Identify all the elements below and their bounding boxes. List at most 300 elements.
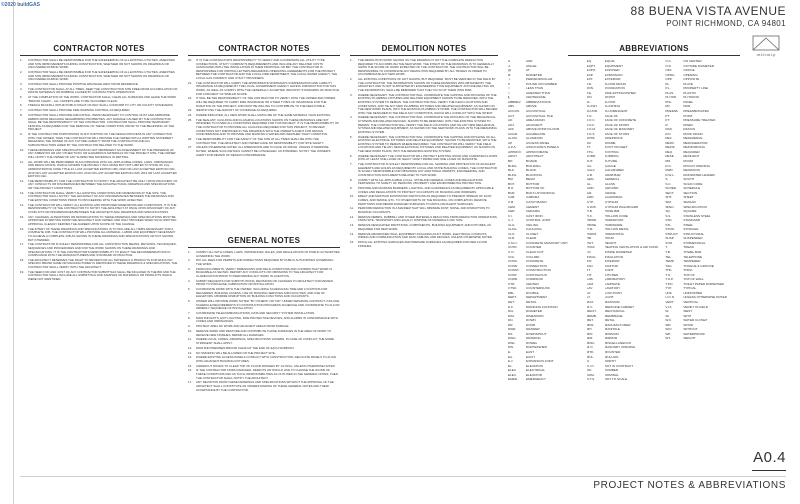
abbreviation-meaning: EXTERIOR bbox=[604, 77, 621, 82]
note-number: 19. bbox=[20, 269, 25, 274]
abbreviation-meaning: RAINWATER LEADER bbox=[683, 172, 715, 177]
note-number: 16. bbox=[188, 368, 193, 373]
abbreviation-meaning: BOTTOM OF bbox=[526, 186, 545, 191]
note-text: WHERE NECESSARY, THE CONTRACTOR WILL COORDINATE THE PATCHING OF THE MECHANICAL SYSTEMS AND RELATED DEVICES, SHOWN TO BE REMOVED, WITH THE EXISTING SYSTEM TO REMAIN. THE CONTRACTOR WILL VERIFY THE FIELD LOCATIONS AND TIE ANY NEW MECHANICAL SYSTEM AND RELATED EQUIPMENT, AS SHOWN ON THE NEW WORK PLANS, INTO THE REMAINING EXISTING SYSTEM. bbox=[358, 115, 497, 134]
note-number: 10. bbox=[20, 147, 25, 152]
abbreviation-meaning: FOOT OR FEET bbox=[604, 145, 628, 150]
abbreviation-code: T.O.P. bbox=[665, 277, 674, 282]
note-text: COORDINATE TELECOMMUNICATIONS, DATA AND SECURITY SYSTEM INSTALLATION. bbox=[196, 311, 316, 316]
abbreviation-meaning: CEMENT bbox=[526, 204, 540, 209]
abbreviation-row bbox=[508, 377, 583, 382]
abbreviation-code: GA. bbox=[586, 163, 592, 168]
abbreviation-meaning: PLYWOOD bbox=[683, 95, 699, 100]
note-number: 8. bbox=[350, 177, 353, 182]
note-number: 8. bbox=[188, 315, 191, 320]
abbreviation-code: F.D. bbox=[586, 81, 593, 86]
abbreviation-code: P.T. bbox=[665, 118, 671, 123]
abbreviation-code: GALV. bbox=[586, 168, 596, 173]
abbreviation-meaning: NOT TO SCALE bbox=[604, 377, 628, 382]
note-item bbox=[350, 163, 498, 177]
abbreviation-meaning: FACE OF STUDS bbox=[604, 131, 630, 136]
abbreviation-meaning: ELEVATOR bbox=[526, 372, 542, 377]
note-item bbox=[350, 116, 498, 134]
abbreviations-col-2 bbox=[587, 59, 662, 382]
abbreviation-meaning: INSIDE DIAMETER bbox=[604, 249, 632, 254]
abbreviation-code: T.B. bbox=[665, 249, 671, 254]
abbreviation-code: M.C. bbox=[586, 304, 594, 309]
abbreviation-code: ACOUS. bbox=[508, 109, 520, 114]
abbreviation-meaning: GROUND bbox=[604, 186, 619, 191]
abbreviation-code: AGGR. bbox=[508, 131, 518, 136]
abbreviation-code: CLO. bbox=[508, 231, 516, 236]
abbreviation-code: G.W.B. bbox=[586, 204, 597, 209]
note-text: UNLESS OTHERWISE NOTED, ALL DIMENSIONS ARE TO FACE OF FINISH. UNLESS OTHERWISE NOTED, WHERE SUCH DETAILS CANNOT BE CONCEALED, AS INTENDED, NOTIFY THE OWNER'S AGENT FOR REVIEW OF DESIGN CONFORMANCE. bbox=[196, 145, 331, 157]
abbreviation-code: O.C. bbox=[665, 59, 672, 63]
abbreviation-meaning: REINFORCING bbox=[683, 145, 705, 150]
abbreviation-meaning: WATER CLOSET bbox=[683, 318, 708, 323]
abbreviation-meaning: HOUR bbox=[604, 236, 614, 241]
abbreviation-meaning: ABBREVIATIONS bbox=[526, 99, 551, 104]
abbreviation-meaning: CONTROL JOINT bbox=[526, 218, 551, 223]
note-item bbox=[188, 119, 340, 137]
abbreviation-code: HVAC bbox=[586, 245, 596, 250]
note-text: COORDINATE WORK WITH THE OWNER, INCLUDING SCHEDULING TIME AND LOCATIONS FOR DELIVERIES, BUILDING ACCESS, USE OF BUILDING SERVICES AND FACILITIES, AND USE OF ELEVATORS. MINIMIZE DISRUPTION OF BUILDING FUNCTIONS AND OCCUPANTS. bbox=[196, 287, 328, 299]
abbreviation-code: H.B. bbox=[586, 209, 593, 214]
abbreviation-meaning: POINT bbox=[683, 113, 693, 118]
note-number: 2. bbox=[350, 77, 353, 82]
abbreviation-code: FT. bbox=[586, 145, 591, 150]
abbreviation-code: DN. bbox=[508, 318, 514, 323]
abbreviation-code: STD. bbox=[665, 218, 673, 223]
abbreviation-meaning: OFFICE bbox=[683, 68, 695, 73]
abbreviation-meaning: AND bbox=[526, 59, 533, 63]
note-text: PAY ALL FEES FOR PERMITS AND INSPECTIONS REQUIRED BY PUBLIC AUTHORITIES GOVERNING THE WORK. bbox=[196, 258, 334, 266]
abbreviation-code: BM. bbox=[508, 177, 514, 182]
abbreviation-meaning: HARDWOOD bbox=[604, 218, 624, 223]
abbreviation-code: FPRF. bbox=[586, 136, 596, 141]
section-heading: ABBREVIATIONS bbox=[568, 44, 740, 56]
note-item bbox=[350, 241, 498, 248]
abbreviation-meaning: REFRIGERATOR bbox=[683, 140, 708, 145]
abbreviation-meaning: CONCRETE MASONRY UNIT bbox=[526, 240, 568, 245]
note-text: CONTRACTOR SHALL PROVIDE AND INSTALL ITEMS NECESSARY TO CONTROL DUST AND AIRBORNE DEBRIS FROM REACHING NEIGHBORING PROPERTIES. ANY DAMAGE CAUSED BY THE CONTRACTOR SHALL BE THE RESPONSIBILITY OF THE CONTRACTOR. CONTRACTOR SHALL PROVIDE TEMPORARY FENCING AS REQUIRED FOR THE REMOVAL OF THESE CONDITIONS, PRIOR TO THE BEGINNING OF THE PROJECT. bbox=[28, 113, 175, 132]
abbreviation-meaning: ROUGH OPENING bbox=[683, 163, 710, 168]
note-number: 12. bbox=[350, 214, 355, 219]
firm-name: m.t.h.m.l.p bbox=[756, 52, 776, 57]
abbreviation-meaning: THICK bbox=[683, 268, 693, 273]
abbreviation-code: F.O.F. bbox=[586, 122, 595, 127]
note-item bbox=[20, 133, 178, 147]
abbreviation-code: SCHED. bbox=[665, 186, 678, 191]
abbreviation-code: ELEV. bbox=[508, 372, 517, 377]
abbreviation-meaning: WOOD bbox=[683, 322, 694, 327]
note-text: REMOVE DEBRIS, RUBBISH, AND OTHER MATERIALS RESULTING FROM DEMOLITION OPERATIONS FROM SITE. TRANSPORT AND LEGALLY DISPOSE OF MATERIALS OFF SITE. bbox=[358, 214, 497, 223]
abbreviation-code: BUR. bbox=[508, 190, 516, 195]
abbreviation-meaning: VERTICAL bbox=[683, 299, 699, 304]
note-text: PERFORM DEMOLITION IN A MANNER THAT WILL MINIMIZE DUST, NOISE, AND DISRUPTION TO BUILDING OCCUPANTS. bbox=[358, 206, 490, 215]
abbreviation-meaning: POUND OR NUMBER bbox=[526, 81, 557, 86]
note-item bbox=[188, 259, 340, 266]
abbreviation-meaning: STEEL bbox=[683, 222, 694, 227]
note-item bbox=[188, 288, 340, 299]
note-text: IT IS THE CONTRACTOR'S RESPONSIBILITY TO VERIFY AND COORDINATE ALL UTILITY TYPE CONNECTIONS, UTILITY COMPANY'S REQUIREMENTS AND INCLUDE ANY RELATED COSTS ASSOCIATED WITH THE INSTALLATION IN THEIR PROPOSAL OR BID. THE CONTRACTOR IS RESPONSIBLE FOR WRITING LETTERS REGARDING OPERATING AGREEMENTS FOR THE PROJECT BETWEEN THE CONTRACTOR AND THE LOCAL FIRE DEPARTMENT, THE LOCAL WATER AGENCY, THE LOCAL GAS COMPANY AND UTILITY PROVIDERS. bbox=[196, 58, 338, 80]
notes-list bbox=[188, 59, 340, 157]
abbreviation-code: REQ. bbox=[665, 149, 673, 154]
abbreviation-code: T&G bbox=[665, 263, 672, 268]
abbreviation-code: F.O. bbox=[586, 113, 593, 118]
abbreviation-meaning: EXPANSION bbox=[604, 72, 623, 77]
note-number: 10. bbox=[350, 194, 355, 199]
note-number: 23. bbox=[188, 108, 193, 113]
note-item bbox=[350, 59, 498, 77]
abbreviation-code: CONT. bbox=[508, 272, 518, 277]
note-text: PROTECT AREA OF WORK AND ADJACENT AREAS FROM DAMAGE. bbox=[196, 324, 290, 329]
note-number: 5. bbox=[20, 95, 23, 100]
abbreviation-code: CNTR. bbox=[508, 245, 518, 250]
abbreviation-code: GL. bbox=[586, 181, 592, 186]
abbreviation-code: PL. bbox=[665, 81, 670, 86]
abbreviation-meaning: ALUMINUM bbox=[526, 136, 543, 141]
note-item bbox=[20, 259, 178, 270]
note-item bbox=[188, 268, 340, 279]
note-item bbox=[20, 59, 178, 70]
abbreviation-code: ARCH. bbox=[508, 154, 518, 159]
abbreviation-code: A.P.A. bbox=[508, 145, 517, 150]
abbreviation-meaning: LAVATORY bbox=[604, 286, 621, 291]
note-item bbox=[20, 204, 178, 215]
abbreviation-code: CORR. bbox=[508, 277, 518, 282]
abbreviation-meaning: FACE OF FINISH bbox=[604, 122, 629, 127]
abbreviation-code: MIR. bbox=[586, 336, 594, 341]
abbreviation-code: FLUOR. bbox=[586, 109, 599, 114]
abbreviation-meaning: ON CENTER bbox=[683, 59, 702, 63]
abbreviation-meaning: JANITOR bbox=[604, 263, 618, 268]
abbreviation-meaning: SHEET bbox=[683, 195, 694, 200]
note-text: ALL WORK WILL BE PERFORMED IN ACCORDANCE WITH ALL APPLICABLE CODES, LAWS, ORDINANCES AND REGULATIONS, WHICH GOVERN THE PROJECT, INCLUDING BUT NOT LIMITED TO STATE OF CAL. ADMINISTRATIVE CODE TITLE 24, LAST ACCEPTED EDITION CBC 2019 OR LAST ACCEPTED EDITION CRC, 2019 OR LAST ACCEPTED EDITION CPC 2019 OR LAST ACCEPTED EDITION CMC 2019 OR LAST ACCEPTED EDITION CEC. bbox=[28, 159, 177, 179]
note-text: THESE DRAWINGS AND SPECIFICATIONS DO NOT REPRESENT AN ASSESSMENT OF THE PRESENCE OF ANY ASBESTOS OR ANY OTHER TOXIC OR HAZARDOUS MATERIALS ON THE PROJECT SITE. THE OWNER WILL NOTIFY THE OWNER OF ANY SUSPECTED MATERIALS IN WRITING. bbox=[28, 147, 176, 159]
abbreviation-meaning: CORRIDOR bbox=[526, 277, 543, 282]
abbreviation-code: DWG. bbox=[508, 336, 517, 341]
abbreviation-meaning: CENTERLINE bbox=[526, 95, 546, 100]
abbreviation-meaning: ELEVATION bbox=[526, 363, 543, 368]
note-item bbox=[188, 338, 340, 345]
abbreviation-code: CONN. bbox=[508, 263, 518, 268]
note-text: WHERE LOCAL CODES, DRAWINGS, SPECIFICATIONS GOVERN, IN CASE OF CONFLICT, THE MORE STRINGENT SHALL APPLY. bbox=[196, 337, 334, 345]
abbreviation-meaning: BUILT-UP ROOFING bbox=[526, 190, 555, 195]
abbreviation-meaning: NORTH bbox=[604, 359, 616, 364]
note-number: 20. bbox=[188, 58, 193, 62]
notes-list bbox=[350, 59, 498, 248]
abbreviation-meaning: TOILET PAPER DISPENSER bbox=[683, 281, 724, 286]
abbreviation-code: SUSP. bbox=[665, 236, 675, 241]
note-number: 12. bbox=[188, 345, 193, 350]
abbreviation-code: R.W.L. bbox=[665, 172, 675, 177]
abbreviation-code: E. bbox=[508, 350, 511, 354]
note-item bbox=[188, 280, 340, 287]
note-number: 18. bbox=[20, 257, 25, 262]
note-item bbox=[20, 271, 178, 282]
abbreviation-code: STL. bbox=[665, 222, 672, 227]
section-heading: CONTRACTOR NOTES bbox=[188, 44, 340, 56]
note-item bbox=[20, 83, 178, 87]
note-text: THE RESPONSIBILITY FOR THE CONTRACTOR TO NOTIFY THE ARCHITECT BE ONLY UPON DISCOVERY OF ANY CONFLICTS OR DISCREPANCIES BETWEEN THE ARCHITECTURAL DRAWINGS AND SPECIFICATIONS OR THE PROJECT CONDITIONS. bbox=[28, 178, 178, 191]
abbreviation-code: PREFAB. bbox=[665, 109, 679, 114]
note-number: 16. bbox=[20, 226, 25, 231]
note-text: AT THE COMPLETION OF THE WORK, CONTRACTOR SHALL CLEAN ALL SURFACES AND LEAVE THE WORK "BROOM CLEAN" - ALL CARPETS ARE TO BE VACUUMED CLEAN. bbox=[28, 95, 177, 103]
abbreviation-code: STRUCT. bbox=[665, 231, 679, 236]
abbreviation-code: # bbox=[508, 81, 510, 86]
abbreviation-meaning: ARCHITECT bbox=[526, 154, 544, 159]
note-item bbox=[188, 251, 340, 258]
note-text: PROVIDE AND MAINTAIN BARRIERS, LIGHTING, AND GUARDRAILS AS REQUIRED BY APPLICABLE CODES AND REGULATIONS TO PROTECT OCCUPANTS OF BUILDING AND WORKERS. bbox=[358, 186, 494, 194]
abbreviation-meaning: ROOF DRAIN bbox=[683, 131, 703, 136]
abbreviation-meaning: MAXIMUM bbox=[604, 299, 620, 304]
abbreviation-code: JT. bbox=[586, 268, 591, 273]
abbreviation-meaning: SQUARE bbox=[683, 209, 697, 214]
contractor-notes-column-1 bbox=[20, 44, 178, 474]
note-item bbox=[20, 180, 178, 191]
abbreviation-meaning: WEST bbox=[683, 309, 693, 314]
note-item bbox=[20, 88, 178, 95]
note-text: IF THE CONTRACTOR FINDS DAMAGED, DEFECTS OR WOULD LIKE TO CHANGE THE SCOPE OF THESE CONDITIONS AND AS SUCH, RESPONSIBILITIES AS OUTLINED IN THE GENERAL NOTES, THEN THE CONTRACTOR SHALL NOTIFY THE ARCHITECT. bbox=[196, 368, 338, 380]
abbreviation-code: DWL. bbox=[508, 340, 516, 345]
note-item bbox=[188, 82, 340, 96]
abbreviation-code: R. bbox=[665, 122, 669, 127]
note-item bbox=[188, 97, 340, 108]
abbreviation-meaning: GREATER THAN bbox=[526, 90, 550, 95]
abbreviation-meaning: TELEPHONE bbox=[683, 254, 703, 259]
abbreviation-code: OFF. bbox=[665, 68, 673, 73]
note-number: 25. bbox=[188, 117, 193, 122]
abbreviation-meaning: VERIFY IN FIELD bbox=[683, 304, 709, 309]
abbreviation-meaning: TYPICAL bbox=[683, 286, 697, 291]
note-text: ANY CHANGES, ALTERATIONS OR MODIFICATIONS TO THESE DRAWINGS AND SPECIFICATIONS MUST BE APPROVED IN WRITING FROM THE ARCHITECT AND OWNER, AND ONLY PROCEED WHEN SUCH WRITTEN APPROVAL CLEARLY DEFINES THE AGREED UPON SCOPE OF THE CHANGE. bbox=[28, 214, 177, 226]
abbreviation-meaning: MANHOLE bbox=[604, 327, 620, 332]
note-text: REMOVE DESIGNATED PARTITIONS, COMPONENTS, BUILDING EQUIPMENT, AND FIXTURES, AS REQUIRED FOR NEW WORK. bbox=[358, 223, 491, 231]
abbreviation-meaning: ACOUSTICAL TILE bbox=[526, 113, 553, 118]
sheet-title: PROJECT NOTES & ABBREVIATIONS bbox=[593, 480, 786, 491]
abbreviation-code: LP. bbox=[586, 290, 591, 295]
abbreviation-code: PLYWD. bbox=[665, 95, 677, 100]
note-number: 5. bbox=[188, 287, 191, 292]
abbreviation-meaning: DOWEL bbox=[526, 340, 538, 345]
abbreviation-meaning: CABINET bbox=[526, 195, 540, 200]
abbreviation-code: MET. bbox=[586, 318, 594, 323]
abbreviation-meaning: BUILDING bbox=[526, 163, 541, 168]
abbreviation-code: U.O.N. bbox=[665, 295, 675, 300]
abbreviation-meaning: ELECTRICAL bbox=[526, 368, 546, 373]
note-number: 21. bbox=[188, 80, 193, 85]
note-number: 9. bbox=[350, 186, 353, 191]
abbreviation-meaning: GUARDRAIL bbox=[604, 195, 623, 200]
abbreviation-code: REINF. bbox=[665, 145, 676, 150]
abbreviation-meaning: BOARD bbox=[526, 159, 538, 164]
abbreviation-meaning: OUTSIDE DIAMETER bbox=[683, 63, 714, 68]
note-text: CONTRACTOR SHALL PROVIDE FIRE WARNING CONTROL AS REQUIRED. bbox=[28, 108, 131, 113]
note-text: THE CONTRACTOR WILL CARRY THE APPROPRIATE WORKMAN'S COMPENSATION AND LIABILITY INSURANCE AS REQUIRED BY THE LOCAL GOVERNMENT AGENCY HAVING JURISDICTION FOR THIS WORK, AS WELL AS COMPLY WITH THE GENERALLY ACCEPTED INDUSTRY STANDARDS OF PRACTICE FOR A PROJECT OF SIMILAR SCOPE. bbox=[196, 80, 340, 96]
abbreviation-code: THK. bbox=[665, 268, 673, 273]
section-heading: GENERAL NOTES bbox=[188, 236, 340, 248]
abbreviation-meaning: EACH bbox=[526, 354, 535, 359]
abbreviation-code: GR. bbox=[586, 190, 593, 195]
abbreviation-meaning: MASONRY OPENING bbox=[604, 345, 636, 350]
note-text: PATCH ALL EXISTING SURFACES AND PREPARE SURFACES AS REQUIRED FOR NEW FLOOR FINISHES. bbox=[358, 239, 488, 248]
abbreviation-code: MFR. bbox=[586, 322, 595, 327]
abbreviation-meaning: SECTION bbox=[683, 190, 698, 195]
abbreviation-code: F.O.M. bbox=[586, 127, 596, 132]
note-text: THE DEMOLITION WORK SHOWN ON THE DRAWING IS NOT THE COMPLETE DEMOLITION REQUIRED TO ACCOMPLISH THE NEW WORK. THE INTENT OF THE DRAWINGS IS TO GENERALLY SHOW THE SCOPE OF WORK EXPECTED OF THE CONTRACTOR. THE CONTRACTOR WILL BE RESPONSIBLE TO COORDINATE ANY DEMOLITION REQUIRED BY ALL TRADES IN ORDER TO ACCOMMODATE ANY NEW WORK. bbox=[358, 58, 495, 77]
abbreviation-meaning: FACE OF bbox=[604, 113, 618, 118]
abbreviation-code: BD. bbox=[508, 159, 514, 164]
abbreviation-meaning: TONGUE & GROOVE bbox=[683, 263, 714, 268]
abbreviation-code: MECH. bbox=[586, 309, 597, 314]
abbreviation-meaning: GLASS bbox=[604, 181, 615, 186]
note-item bbox=[188, 330, 340, 337]
abbreviation-meaning: CONSTRUCTION bbox=[526, 268, 551, 273]
abbreviation-meaning: ASSOCIATE'S PANELS bbox=[526, 145, 559, 150]
abbreviation-meaning: CONNECTION bbox=[526, 263, 547, 268]
abbreviation-meaning: FOOTING bbox=[604, 149, 619, 154]
note-item bbox=[350, 136, 498, 154]
abbreviation-code: F.O.S. bbox=[586, 131, 596, 136]
note-number: 13. bbox=[20, 190, 25, 195]
abbreviation-code: SECT. bbox=[665, 190, 675, 195]
abbreviation-meaning: EXPANSION JOINT bbox=[526, 359, 554, 364]
abbreviation-meaning: CEILING bbox=[526, 222, 539, 227]
abbreviation-meaning: GAUGE bbox=[604, 163, 616, 168]
abbreviation-meaning: NOT IN CONTRACT bbox=[604, 363, 634, 368]
abbreviation-code: CTR. bbox=[508, 281, 516, 286]
abbreviation-meaning: ROOM bbox=[683, 159, 693, 164]
abbreviation-code: FL. bbox=[586, 99, 592, 104]
abbreviation-code: OPNG. bbox=[665, 72, 676, 77]
note-item bbox=[188, 356, 340, 363]
note-number: 6. bbox=[350, 153, 353, 158]
note-number: 4. bbox=[188, 278, 191, 283]
abbreviation-meaning: OPENING bbox=[683, 72, 698, 77]
note-item bbox=[188, 369, 340, 380]
note-item bbox=[188, 146, 340, 157]
note-item bbox=[350, 187, 498, 194]
abbreviation-code: FR. bbox=[586, 140, 592, 145]
note-number: 11. bbox=[20, 159, 24, 164]
note-item bbox=[350, 207, 498, 214]
abbreviation-code: WD. bbox=[665, 322, 672, 327]
abbreviation-meaning: HOSE BIB bbox=[604, 209, 620, 214]
note-number: 3. bbox=[188, 266, 191, 271]
note-number: 22. bbox=[188, 96, 193, 101]
abbreviation-code: FURR. bbox=[586, 154, 597, 159]
abbreviation-code: W/ bbox=[665, 313, 670, 318]
note-text: THE NEED FOR AND COST OF ANY CONTRACTOR SUBMITTALS SHALL BE INCLUDED IN THE BID AND THE CONTRACTOR SHALL INCLUDE ALL SUBMITTALS AND SAMPLES OF MATERIALS OR PRODUCTS WHICH WERE NOT IDENTIFIED. bbox=[28, 269, 176, 282]
note-number: 15. bbox=[188, 363, 193, 368]
abbreviation-meaning: WITHOUT bbox=[683, 327, 698, 332]
abbreviation-code: MIN. bbox=[586, 331, 594, 336]
abbreviation-code: < bbox=[508, 86, 510, 91]
abbreviation-code: AD bbox=[508, 118, 513, 123]
abbreviation-code: DET. bbox=[508, 299, 515, 304]
abbreviation-code: NO. bbox=[586, 368, 593, 373]
abbreviation-code: BLK. bbox=[508, 168, 515, 173]
note-number: 7. bbox=[188, 311, 191, 316]
abbreviation-code: SQ. bbox=[665, 209, 671, 214]
abbreviation-code: DIM. bbox=[508, 313, 515, 318]
note-item bbox=[350, 216, 498, 223]
note-item bbox=[20, 216, 178, 227]
abbreviation-code: CTSK. bbox=[508, 286, 518, 291]
abbreviation-code: OPP. bbox=[665, 77, 673, 82]
note-text: IF THE CONTRACTOR PARTICIPATES IN ANY PORTION OF THE DESIGN PROCESS IN ANY CONNECTION WITH THE OWNER, THEN THE CONTRACTOR WILL PROVIDE THE OWNER WITH A WRITTEN STATEMENT RELEASING THE OWNER OF ANY FUTURE LIABILITY FROM THE CONTRACTOR AND ALL SUBCONTRACTORS HIRED BY THE CONTRACTOR RELATED TO THE WORK. bbox=[28, 132, 173, 147]
note-number: 7. bbox=[20, 108, 23, 113]
abbreviation-meaning: HOLLOW METAL bbox=[604, 227, 630, 232]
abbreviation-meaning: PANEL bbox=[683, 99, 694, 104]
abbreviation-meaning: METAL bbox=[604, 318, 615, 323]
abbreviation-meaning: DOUBLE bbox=[526, 290, 539, 295]
abbreviation-code: DW. bbox=[508, 345, 514, 350]
abbreviation-meaning: EQUIPMENT bbox=[604, 63, 624, 68]
abbreviation-code: LAB. bbox=[586, 277, 594, 282]
abbreviation-meaning: AREA DRAIN bbox=[526, 118, 545, 123]
abbreviation-meaning: DOWNSPOUT bbox=[526, 331, 547, 336]
abbreviation-code: MUL. bbox=[586, 354, 595, 359]
abbreviation-code: T.P.D. bbox=[665, 281, 674, 286]
abbreviation-meaning: TOP OF WALL bbox=[683, 277, 704, 282]
note-text: UNDERCUT DOORS TO CLEAR TOP OF FLOOR FINISHES BY 1/4 INCH, UNLESS OTHERWISE NOTED. bbox=[196, 363, 336, 368]
abbreviation-code: Ø bbox=[508, 72, 511, 77]
abbreviation-meaning: JOINT bbox=[604, 268, 614, 273]
note-number: 11. bbox=[188, 337, 192, 342]
abbreviation-meaning: FLOOR DRAIN bbox=[604, 81, 626, 86]
sheet-number: A0.4 bbox=[753, 449, 786, 466]
note-text: REMOVE ABANDONED WALL EQUIPMENT INCLUDING DUCT WORK, ELECTRICAL CONDUITS, WIRING AND COMMUNICATION AND DATA CABLING AND DEVICES, UNLESS OTHERWISE NOTED. bbox=[358, 231, 493, 240]
note-number: 11. bbox=[350, 206, 354, 211]
note-number: 7. bbox=[350, 162, 353, 167]
note-item bbox=[20, 192, 178, 203]
note-number: 24. bbox=[188, 113, 193, 118]
abbreviation-code: W.C. bbox=[665, 318, 673, 323]
abbreviation-code: W. bbox=[665, 309, 669, 314]
abbreviations-col-1 bbox=[508, 59, 583, 382]
note-text: ERECT AND MAINTAIN DUSTPROOF PARTITIONS AS REQUIRED TO PREVENT SPREAD OF DUST, FUMES, AND SMOKE, ETC. TO OTHER PARTS OF THE BUILDING. ON COMPLETION, REMOVE PARTITIONS AND REPAIR DAMAGED SURFACES TO MATCH ADJACENT SURFACES. bbox=[358, 194, 493, 206]
abbreviation-code: EQPT. bbox=[586, 63, 596, 68]
abbreviation-meaning: FLOOR bbox=[604, 99, 616, 104]
abbreviation-meaning: FUTURE bbox=[604, 159, 618, 164]
section-heading: CONTRACTOR NOTES bbox=[20, 44, 178, 56]
note-item bbox=[188, 300, 340, 311]
abbreviation-code: CONST. bbox=[508, 268, 520, 273]
abbreviation-code: COL. bbox=[508, 254, 516, 259]
abbreviation-code: KIT. bbox=[586, 272, 592, 277]
abbreviation-code: F.E. bbox=[586, 90, 592, 95]
abbreviation-meaning: DIAMETER bbox=[526, 309, 542, 314]
abbreviation-meaning: INTERIOR bbox=[604, 259, 620, 264]
abbreviation-meaning: GRAB BAR bbox=[604, 172, 621, 177]
note-number: 2. bbox=[188, 258, 191, 263]
note-text: THE CONTRACTOR SHALL VERIFY ALL EXISTING CONDITIONS AND DIMENSIONS AT THE SITE. THE CONTRACTOR SHALL NOTIFY THE ARCHITECT OF ANY DISCREPANCIES BETWEEN THE DRAWINGS AND THE EXISTING CONDITIONS PRIOR TO PROCEEDING WITH THE WORK AFFECTED. bbox=[28, 190, 174, 203]
note-text: THE CONTRACTOR IS SOLELY RESPONSIBLE FOR ALL CONSTRUCTION MEANS, METHODS, TECHNIQUES, SEQUENCES AND PROCEDURES AND FOR THE WORK SHOWN ON THESE DRAWINGS AND SPECIFICATIONS. IT IS THE CONTRACTOR'S RESPONSIBILITY TO ENACT THE RECOMMENDATIONS IN COMPLIANCE WITH THE MANUFACTURERS AND STANDARD OF PRACTICE. bbox=[28, 242, 177, 258]
note-number: 17. bbox=[20, 242, 25, 247]
note-number: 14. bbox=[188, 355, 193, 360]
demolition-notes-column bbox=[350, 44, 498, 474]
note-number: 15. bbox=[350, 239, 355, 244]
note-number: 9. bbox=[188, 324, 191, 329]
note-text: WHERE NECESSARY, THE CONTRACTOR WILL COORDINATE THE CAPPING AND PATCHING OF ALL EXISTING ELECTRICAL FIXTURES AND RELATED EQUIPMENT, SHOWN TO BE REMOVED, WITH THE EXISTING SYSTEM TO REMAIN WHERE REQUIRED. THE CONTRACTOR WILL VERIFY THE FIELD LOCATIONS AND TIE ANY NEW ELECTRICAL FIXTURES AND RELATED EQUIPMENT, AS SHOWN ON THE NEW WORK PLANS, INTO THE REMAINING EXISTING SYSTEM. bbox=[358, 134, 497, 153]
note-text: COMPLY WITH ALL APPLICABLE LOCAL, STATE AND FEDERAL CODES AND REGULATIONS PERTAINING TO SAFETY OF PERSONS, PROPERTY AND ENVIRONMENTAL PROTECTION. bbox=[358, 177, 483, 186]
note-item bbox=[20, 149, 178, 160]
abbreviation-code: STOR. bbox=[665, 227, 675, 232]
note-text: OWNER WILL PROVIDE WORK NOTED "BY OTHERS" OR "NIC" UNDER SEPARATE CONTRACT. INCLUDE SCHEDULE REQUIREMENTS IN CONSTRUCTION PROGRESS SCHEDULE AND COORDINATE TO ALLOW ORDERLY SEQUENCE OF INSTALLATION. bbox=[196, 299, 340, 311]
note-item bbox=[350, 78, 498, 92]
